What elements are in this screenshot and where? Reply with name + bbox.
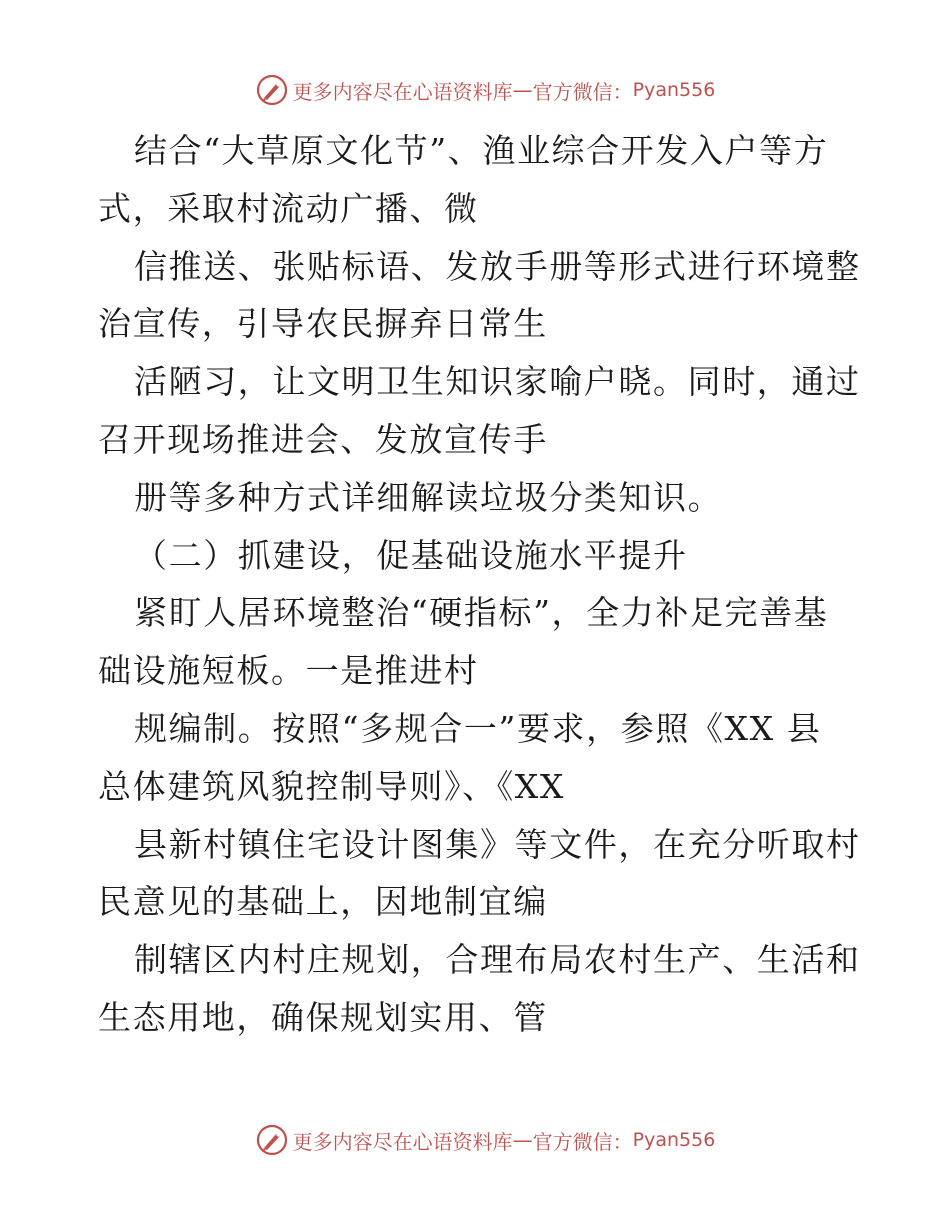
paragraph-line: 总体建筑风貌控制导则》、《XX	[98, 766, 565, 806]
pen-logo-icon	[255, 1123, 289, 1157]
watermark-group	[255, 1123, 716, 1157]
watermark-group	[255, 73, 716, 107]
watermark-account: Pyan556	[632, 1129, 716, 1151]
paragraph-line: 制辖区内村庄规划，合理布局农村生产、生活和	[134, 940, 861, 980]
paragraph-line: 召开现场推进会、发放宣传手	[98, 419, 548, 459]
watermark-text: 更多内容尽在心语资料库	[292, 1129, 513, 1154]
watermark-separator: —	[512, 1128, 533, 1152]
section-heading: （二）抓建设，促基础设施水平提升	[134, 535, 688, 575]
footer-watermark	[0, 1120, 950, 1160]
paragraph-line: 活陋习，让文明卫生知识家喻户晓。同时，通过	[134, 362, 861, 402]
watermark-label: 官方微信：	[532, 79, 633, 104]
pen-logo-icon	[255, 73, 289, 107]
paragraph-line: 规编制。按照“多规合一”要求，参照《XX 县	[134, 708, 822, 748]
document-body	[98, 122, 861, 1047]
watermark-label: 官方微信：	[532, 1129, 633, 1154]
header-watermark	[0, 70, 950, 110]
paragraph-line: 础设施短板。一是推进村	[98, 651, 479, 691]
paragraph-line: 治宣传，引导农民摒弃日常生	[98, 304, 548, 344]
watermark-text: 更多内容尽在心语资料库	[292, 79, 513, 104]
paragraph-line: 结合“大草原文化节”、渔业综合开发入户等方	[134, 131, 829, 170]
watermark-account: Pyan556	[632, 79, 716, 101]
paragraph-line: 县新村镇住宅设计图集》等文件，在充分听取村	[134, 824, 861, 864]
watermark-separator: —	[512, 78, 533, 102]
paragraph-line: 册等多种方式详细解读垃圾分类知识。	[134, 477, 723, 517]
paragraph-line: 信推送、张贴标语、发放手册等形式进行环境整	[134, 246, 861, 286]
paragraph-line: 民意见的基础上，因地制宜编	[98, 882, 548, 922]
paragraph-line: 式，采取村流动广播、微	[98, 188, 479, 228]
paragraph-line: 生态用地，确保规划实用、管	[98, 997, 548, 1037]
paragraph-line: 紧盯人居环境整治“硬指标”，全力补足完善基	[134, 593, 829, 633]
